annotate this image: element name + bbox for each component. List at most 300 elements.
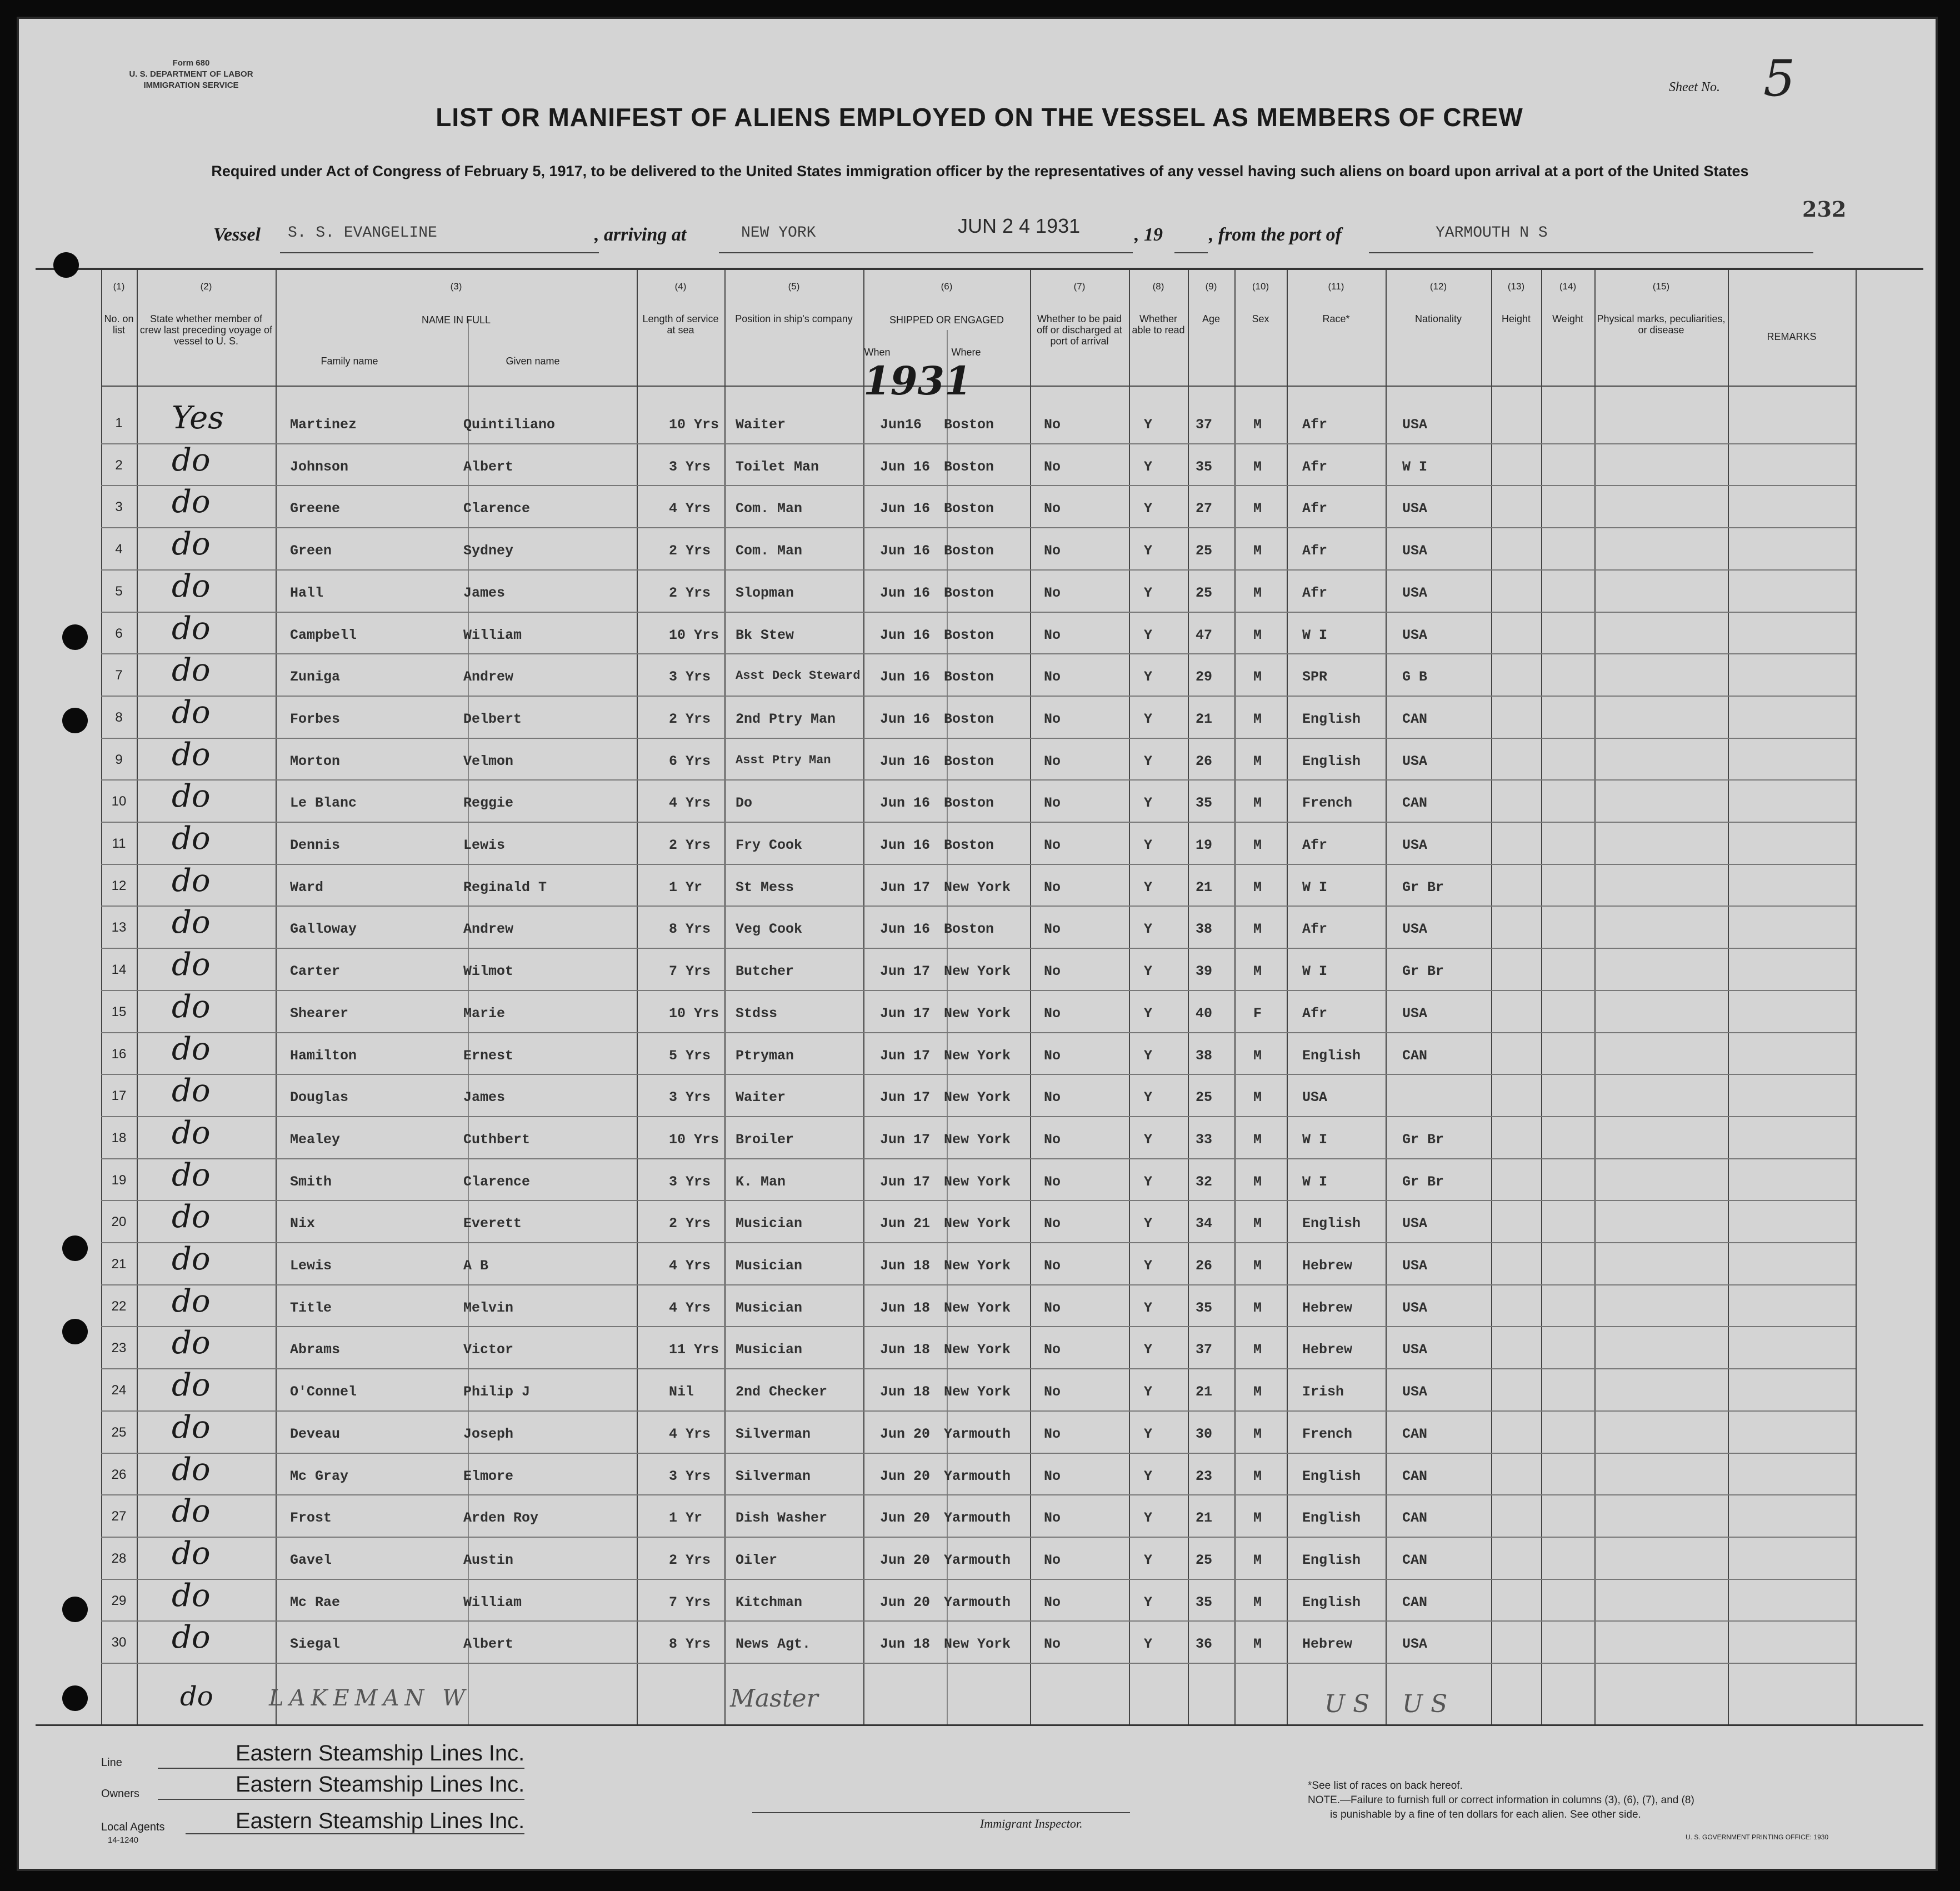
column-header: Whether to be paid off or discharged at port of arrival bbox=[1037, 313, 1122, 347]
from-port: YARMOUTH N S bbox=[1369, 224, 1813, 253]
prev-voyage-cell: do bbox=[172, 988, 211, 1025]
service-cell: 1 Yr bbox=[669, 879, 703, 896]
binder-hole bbox=[62, 1685, 88, 1711]
row-number: 27 bbox=[111, 1509, 127, 1524]
sex-cell: M bbox=[1253, 1215, 1262, 1232]
race-cell: English bbox=[1302, 753, 1361, 769]
service-cell: 1 Yr bbox=[669, 1510, 703, 1527]
prev-voyage-cell: do bbox=[172, 442, 211, 478]
race-cell: English bbox=[1302, 711, 1361, 727]
prev-voyage-cell: do bbox=[172, 694, 211, 731]
where-cell: Boston bbox=[944, 795, 994, 812]
row-rule bbox=[101, 1368, 1856, 1369]
printer-line: U. S. GOVERNMENT PRINTING OFFICE: 1930 bbox=[1686, 1833, 1829, 1841]
race-cell: Afr bbox=[1302, 417, 1328, 433]
family-name-subhead: Family name bbox=[321, 356, 378, 367]
position-cell: Com. Man bbox=[736, 501, 803, 517]
service-cell: 2 Yrs bbox=[669, 1552, 711, 1568]
read-cell: Y bbox=[1144, 963, 1153, 980]
column-number: (12) bbox=[1429, 281, 1447, 292]
position-cell: Bk Stew bbox=[736, 627, 794, 643]
row-rule bbox=[101, 1074, 1856, 1075]
read-cell: Y bbox=[1144, 1468, 1153, 1484]
row-number: 22 bbox=[111, 1298, 127, 1314]
column-number: (3) bbox=[450, 281, 462, 292]
race-cell: English bbox=[1302, 1215, 1361, 1232]
position-cell: St Mess bbox=[736, 879, 794, 896]
age-cell: 25 bbox=[1196, 543, 1213, 559]
where-cell: New York bbox=[944, 1089, 1011, 1106]
row-rule bbox=[101, 1663, 1856, 1664]
sex-cell: M bbox=[1253, 879, 1262, 896]
where-cell: Yarmouth bbox=[944, 1552, 1011, 1568]
race-cell: Afr bbox=[1302, 584, 1328, 601]
family-cell: Mc Rae bbox=[290, 1594, 341, 1610]
row-number: 8 bbox=[115, 709, 123, 725]
position-cell: Toilet Man bbox=[736, 458, 819, 475]
row-rule bbox=[101, 1284, 1856, 1285]
grid-column-line bbox=[1491, 270, 1492, 1724]
year-label: , 19 bbox=[1134, 224, 1163, 245]
row-number: 23 bbox=[111, 1340, 127, 1356]
service-cell: 3 Yrs bbox=[669, 669, 711, 686]
paid-cell: No bbox=[1044, 1258, 1061, 1274]
service-cell: 3 Yrs bbox=[669, 1173, 711, 1190]
read-cell: Y bbox=[1144, 879, 1153, 896]
paid-cell: No bbox=[1044, 921, 1061, 938]
given-cell: William bbox=[463, 627, 522, 643]
position-cell: Musician bbox=[736, 1215, 803, 1232]
position-cell: Broiler bbox=[736, 1131, 794, 1148]
where-cell: Boston bbox=[944, 543, 994, 559]
given-cell: Reginald T bbox=[463, 879, 547, 896]
age-cell: 32 bbox=[1196, 1173, 1213, 1190]
column-number: (8) bbox=[1152, 281, 1164, 292]
sex-cell: M bbox=[1253, 1089, 1262, 1106]
column-number: (9) bbox=[1205, 281, 1217, 292]
when-cell: Jun 20 bbox=[880, 1510, 931, 1527]
position-cell: Asst Ptry Man bbox=[736, 753, 831, 767]
row-rule bbox=[101, 1494, 1856, 1495]
race-cell: Afr bbox=[1302, 921, 1328, 938]
prev-voyage-cell: do bbox=[172, 1283, 211, 1319]
inspector-signature-line bbox=[752, 1812, 1130, 1813]
arriving-port: NEW YORK bbox=[719, 224, 936, 253]
race-cell: English bbox=[1302, 1047, 1361, 1064]
inspector-label: Immigrant Inspector. bbox=[980, 1817, 1083, 1830]
family-cell: Forbes bbox=[290, 711, 341, 727]
row-rule bbox=[101, 948, 1856, 949]
position-cell: Silverman bbox=[736, 1468, 811, 1484]
paid-cell: No bbox=[1044, 501, 1061, 517]
family-cell: Ward bbox=[290, 879, 324, 896]
line-value: Eastern Steamship Lines Inc. bbox=[236, 1741, 525, 1765]
read-cell: Y bbox=[1144, 837, 1153, 853]
prev-voyage-cell: do bbox=[172, 526, 211, 563]
when-cell: Jun 17 bbox=[880, 1005, 931, 1022]
prev-voyage-cell: do bbox=[172, 1577, 211, 1614]
column-number: (4) bbox=[674, 281, 687, 292]
service-cell: 2 Yrs bbox=[669, 543, 711, 559]
where-cell: New York bbox=[944, 1342, 1011, 1358]
age-cell: 40 bbox=[1196, 1005, 1213, 1022]
service-cell: 3 Yrs bbox=[669, 1089, 711, 1106]
race-cell: French bbox=[1302, 795, 1353, 812]
service-cell: 10 Yrs bbox=[669, 627, 719, 643]
row-number: 16 bbox=[111, 1046, 127, 1062]
column-number: (10) bbox=[1252, 281, 1269, 292]
race-cell: Afr bbox=[1302, 1005, 1328, 1022]
family-cell: Title bbox=[290, 1299, 332, 1316]
row-number: 9 bbox=[115, 752, 123, 767]
when-cell: Jun 16 bbox=[880, 837, 931, 853]
row-rule bbox=[101, 822, 1856, 823]
family-cell: Martinez bbox=[290, 417, 357, 433]
age-cell: 35 bbox=[1196, 458, 1213, 475]
read-cell: Y bbox=[1144, 501, 1153, 517]
given-cell: A B bbox=[463, 1258, 489, 1274]
when-subhead: When bbox=[864, 347, 891, 358]
given-cell: Arden Roy bbox=[463, 1510, 539, 1527]
nat-cell: USA bbox=[1402, 1258, 1428, 1274]
family-cell: Le Blanc bbox=[290, 795, 357, 812]
age-cell: 21 bbox=[1196, 1510, 1213, 1527]
where-cell: Yarmouth bbox=[944, 1594, 1011, 1610]
where-cell: New York bbox=[944, 1636, 1011, 1653]
given-name-subhead: Given name bbox=[506, 356, 560, 367]
given-cell: Ernest bbox=[463, 1047, 514, 1064]
service-cell: 8 Yrs bbox=[669, 921, 711, 938]
where-cell: Boston bbox=[944, 921, 994, 938]
sex-cell: M bbox=[1253, 963, 1262, 980]
sex-cell: M bbox=[1253, 458, 1262, 475]
column-header: Physical marks, peculiarities, or disease bbox=[1597, 313, 1726, 336]
when-cell: Jun 16 bbox=[880, 795, 931, 812]
given-cell: Austin bbox=[463, 1552, 514, 1568]
read-cell: Y bbox=[1144, 543, 1153, 559]
paid-cell: No bbox=[1044, 1425, 1061, 1442]
race-cell: SPR bbox=[1302, 669, 1328, 686]
master-prev-voyage: do bbox=[180, 1681, 213, 1712]
age-cell: 35 bbox=[1196, 1594, 1213, 1610]
sex-cell: M bbox=[1253, 1131, 1262, 1148]
stamp-number: 232 bbox=[1802, 197, 1847, 222]
age-cell: 36 bbox=[1196, 1636, 1213, 1653]
family-cell: Lewis bbox=[290, 1258, 332, 1274]
family-cell: Morton bbox=[290, 753, 341, 769]
age-cell: 47 bbox=[1196, 627, 1213, 643]
where-cell: New York bbox=[944, 1384, 1011, 1400]
where-cell: New York bbox=[944, 1047, 1011, 1064]
when-cell: Jun 17 bbox=[880, 963, 931, 980]
read-cell: Y bbox=[1144, 1510, 1153, 1527]
where-cell: New York bbox=[944, 1131, 1011, 1148]
where-cell: New York bbox=[944, 1299, 1011, 1316]
position-cell: Fry Cook bbox=[736, 837, 803, 853]
where-cell: Boston bbox=[944, 584, 994, 601]
row-rule bbox=[101, 569, 1856, 571]
row-number: 14 bbox=[111, 962, 127, 978]
prev-voyage-cell: Yes bbox=[172, 400, 224, 436]
read-cell: Y bbox=[1144, 1258, 1153, 1274]
family-cell: Campbell bbox=[290, 627, 357, 643]
read-cell: Y bbox=[1144, 1384, 1153, 1400]
sex-cell: M bbox=[1253, 1342, 1262, 1358]
column-number: (5) bbox=[788, 281, 800, 292]
family-cell: Siegal bbox=[290, 1636, 341, 1653]
column-header: Race* bbox=[1322, 313, 1350, 324]
paid-cell: No bbox=[1044, 1173, 1061, 1190]
paid-cell: No bbox=[1044, 1005, 1061, 1022]
where-cell: New York bbox=[944, 963, 1011, 980]
given-cell: James bbox=[463, 584, 506, 601]
given-cell: Cuthbert bbox=[463, 1131, 531, 1148]
nat-cell: CAN bbox=[1402, 1047, 1428, 1064]
column-number: (11) bbox=[1328, 281, 1344, 292]
position-cell: Veg Cook bbox=[736, 921, 803, 938]
column-header: REMARKS bbox=[1767, 331, 1817, 342]
position-cell: Musician bbox=[736, 1342, 803, 1358]
family-cell: Gavel bbox=[290, 1552, 332, 1568]
position-cell: Ptryman bbox=[736, 1047, 794, 1064]
master-nationality: U S bbox=[1402, 1690, 1448, 1718]
sex-cell: M bbox=[1253, 417, 1262, 433]
prev-voyage-cell: do bbox=[172, 862, 211, 899]
service-cell: 11 Yrs bbox=[669, 1342, 719, 1358]
row-number: 30 bbox=[111, 1635, 127, 1650]
column-number: (13) bbox=[1507, 281, 1525, 292]
nat-cell: USA bbox=[1402, 1005, 1428, 1022]
column-header: No. on list bbox=[104, 313, 134, 336]
when-cell: Jun 18 bbox=[880, 1299, 931, 1316]
given-cell: Sydney bbox=[463, 543, 514, 559]
nat-cell: USA bbox=[1402, 837, 1428, 853]
paid-cell: No bbox=[1044, 1299, 1061, 1316]
header-separator bbox=[101, 386, 1856, 387]
sex-cell: M bbox=[1253, 1384, 1262, 1400]
given-cell: William bbox=[463, 1594, 522, 1610]
family-cell: Hall bbox=[290, 584, 324, 601]
prev-voyage-cell: do bbox=[172, 568, 211, 604]
sex-cell: M bbox=[1253, 753, 1262, 769]
where-cell: Yarmouth bbox=[944, 1510, 1011, 1527]
when-cell: Jun16 bbox=[880, 417, 922, 433]
when-cell: Jun 17 bbox=[880, 1047, 931, 1064]
age-cell: 29 bbox=[1196, 669, 1213, 686]
age-cell: 25 bbox=[1196, 1089, 1213, 1106]
race-cell: English bbox=[1302, 1468, 1361, 1484]
read-cell: Y bbox=[1144, 1131, 1153, 1148]
read-cell: Y bbox=[1144, 458, 1153, 475]
age-cell: 34 bbox=[1196, 1215, 1213, 1232]
when-cell: Jun 20 bbox=[880, 1468, 931, 1484]
row-number: 3 bbox=[115, 499, 123, 515]
race-cell: W I bbox=[1302, 1131, 1328, 1148]
age-cell: 30 bbox=[1196, 1425, 1213, 1442]
where-subhead: Where bbox=[951, 347, 981, 358]
paid-cell: No bbox=[1044, 1468, 1061, 1484]
agents-value: Eastern Steamship Lines Inc. bbox=[236, 1809, 525, 1833]
where-cell: Boston bbox=[944, 417, 994, 433]
binder-hole bbox=[62, 1235, 88, 1261]
where-cell: Boston bbox=[944, 753, 994, 769]
where-cell: Yarmouth bbox=[944, 1468, 1011, 1484]
prev-voyage-cell: do bbox=[172, 821, 211, 857]
when-cell: Jun 16 bbox=[880, 669, 931, 686]
given-cell: Philip J bbox=[463, 1384, 531, 1400]
prev-voyage-cell: do bbox=[172, 1493, 211, 1530]
nat-cell: CAN bbox=[1402, 1510, 1428, 1527]
given-cell: Reggie bbox=[463, 795, 514, 812]
age-cell: 38 bbox=[1196, 1047, 1213, 1064]
position-cell: Oiler bbox=[736, 1552, 778, 1568]
given-cell: Marie bbox=[463, 1005, 506, 1022]
nat-cell: USA bbox=[1402, 1384, 1428, 1400]
row-rule bbox=[101, 1242, 1856, 1243]
page-subtitle: Required under Act of Congress of February 5, 1917, to be delivered to the United States immigration officer by the representatives of any vessel having such aliens on board upon arrival at a port of the United States bbox=[211, 163, 1749, 179]
line-label: Line bbox=[101, 1757, 122, 1769]
read-cell: Y bbox=[1144, 1089, 1153, 1106]
service-cell: 4 Yrs bbox=[669, 795, 711, 812]
read-cell: Y bbox=[1144, 584, 1153, 601]
family-cell: Greene bbox=[290, 501, 341, 517]
race-cell: Afr bbox=[1302, 837, 1328, 853]
race-cell: W I bbox=[1302, 627, 1328, 643]
service-cell: 3 Yrs bbox=[669, 1468, 711, 1484]
grid-column-line bbox=[637, 270, 638, 1724]
nat-cell: USA bbox=[1402, 543, 1428, 559]
grid-column-line bbox=[1129, 270, 1130, 1724]
grid-column-line bbox=[724, 270, 726, 1724]
where-cell: Boston bbox=[944, 837, 994, 853]
family-cell: Mc Gray bbox=[290, 1468, 349, 1484]
when-cell: Jun 16 bbox=[880, 627, 931, 643]
when-cell: Jun 16 bbox=[880, 921, 931, 938]
family-cell: O'Connel bbox=[290, 1384, 357, 1400]
row-rule bbox=[101, 653, 1856, 654]
grid-column-line bbox=[1386, 270, 1387, 1724]
when-cell: Jun 16 bbox=[880, 458, 931, 475]
sex-cell: M bbox=[1253, 711, 1262, 727]
age-cell: 23 bbox=[1196, 1468, 1213, 1484]
service-cell: 2 Yrs bbox=[669, 711, 711, 727]
grid-column-line bbox=[863, 270, 864, 1724]
row-rule bbox=[101, 990, 1856, 991]
family-cell: Mealey bbox=[290, 1131, 341, 1148]
read-cell: Y bbox=[1144, 627, 1153, 643]
nat-cell: CAN bbox=[1402, 711, 1428, 727]
nat-cell: CAN bbox=[1402, 1594, 1428, 1610]
race-cell: Irish bbox=[1302, 1384, 1344, 1400]
row-rule bbox=[101, 1116, 1856, 1117]
when-cell: Jun 17 bbox=[880, 879, 931, 896]
position-cell: 2nd Checker bbox=[736, 1384, 828, 1400]
row-number: 21 bbox=[111, 1257, 127, 1272]
nat-cell: USA bbox=[1402, 1342, 1428, 1358]
row-number: 28 bbox=[111, 1550, 127, 1566]
given-cell: Clarence bbox=[463, 1173, 531, 1190]
age-cell: 35 bbox=[1196, 795, 1213, 812]
column-header: Length of service at sea bbox=[642, 313, 719, 336]
nat-cell: USA bbox=[1402, 417, 1428, 433]
row-rule bbox=[101, 696, 1856, 697]
paid-cell: No bbox=[1044, 417, 1061, 433]
where-cell: New York bbox=[944, 1215, 1011, 1232]
race-cell: Hebrew bbox=[1302, 1299, 1353, 1316]
sex-cell: M bbox=[1253, 1636, 1262, 1653]
service-cell: 8 Yrs bbox=[669, 1636, 711, 1653]
where-cell: Boston bbox=[944, 669, 994, 686]
nat-cell: CAN bbox=[1402, 1425, 1428, 1442]
read-cell: Y bbox=[1144, 669, 1153, 686]
given-cell: Quintiliano bbox=[463, 417, 556, 433]
master-name: LAKEMAN W bbox=[269, 1685, 471, 1711]
paid-cell: No bbox=[1044, 1384, 1061, 1400]
row-number: 7 bbox=[115, 668, 123, 683]
sex-cell: M bbox=[1253, 627, 1262, 643]
column-number: (6) bbox=[941, 281, 953, 292]
age-cell: 26 bbox=[1196, 753, 1213, 769]
read-cell: Y bbox=[1144, 417, 1153, 433]
given-cell: Andrew bbox=[463, 921, 514, 938]
sex-cell: M bbox=[1253, 795, 1262, 812]
when-cell: Jun 16 bbox=[880, 543, 931, 559]
paid-cell: No bbox=[1044, 584, 1061, 601]
row-rule bbox=[101, 443, 1856, 444]
column-header: Position in ship's company bbox=[735, 313, 853, 324]
vessel-name: S. S. EVANGELINE bbox=[280, 224, 599, 253]
prev-voyage-cell: do bbox=[172, 904, 211, 941]
sheet-number-label: Sheet No. bbox=[1669, 80, 1720, 94]
grid-column-line bbox=[1594, 270, 1596, 1724]
nat-cell: USA bbox=[1402, 753, 1428, 769]
prev-voyage-cell: do bbox=[172, 1619, 211, 1656]
vessel-label: Vessel bbox=[213, 224, 261, 245]
binder-hole bbox=[62, 1597, 88, 1622]
column-header: Weight bbox=[1552, 313, 1583, 324]
row-rule bbox=[101, 779, 1856, 781]
column-number: (14) bbox=[1559, 281, 1577, 292]
position-cell: Dish Washer bbox=[736, 1510, 828, 1527]
given-cell: Lewis bbox=[463, 837, 506, 853]
when-cell: Jun 20 bbox=[880, 1425, 931, 1442]
paid-cell: No bbox=[1044, 1215, 1061, 1232]
family-cell: Douglas bbox=[290, 1089, 349, 1106]
given-cell: Victor bbox=[463, 1342, 514, 1358]
race-cell: English bbox=[1302, 1510, 1361, 1527]
when-cell: Jun 16 bbox=[880, 753, 931, 769]
race-cell: W I bbox=[1302, 1173, 1328, 1190]
race-cell: W I bbox=[1302, 963, 1328, 980]
given-cell: Albert bbox=[463, 1636, 514, 1653]
age-cell: 39 bbox=[1196, 963, 1213, 980]
sex-cell: M bbox=[1253, 543, 1262, 559]
row-rule bbox=[101, 1620, 1856, 1622]
family-cell: Abrams bbox=[290, 1342, 341, 1358]
given-cell: Delbert bbox=[463, 711, 522, 727]
prev-voyage-cell: do bbox=[172, 610, 211, 647]
read-cell: Y bbox=[1144, 1552, 1153, 1568]
paid-cell: No bbox=[1044, 963, 1061, 980]
prev-voyage-cell: do bbox=[172, 1325, 211, 1362]
where-cell: New York bbox=[944, 1005, 1011, 1022]
prev-voyage-cell: do bbox=[172, 778, 211, 815]
row-rule bbox=[101, 527, 1856, 528]
position-cell: Butcher bbox=[736, 963, 794, 980]
races-note: *See list of races on back hereof. bbox=[1308, 1780, 1463, 1792]
where-cell: Boston bbox=[944, 501, 994, 517]
read-cell: Y bbox=[1144, 1005, 1153, 1022]
